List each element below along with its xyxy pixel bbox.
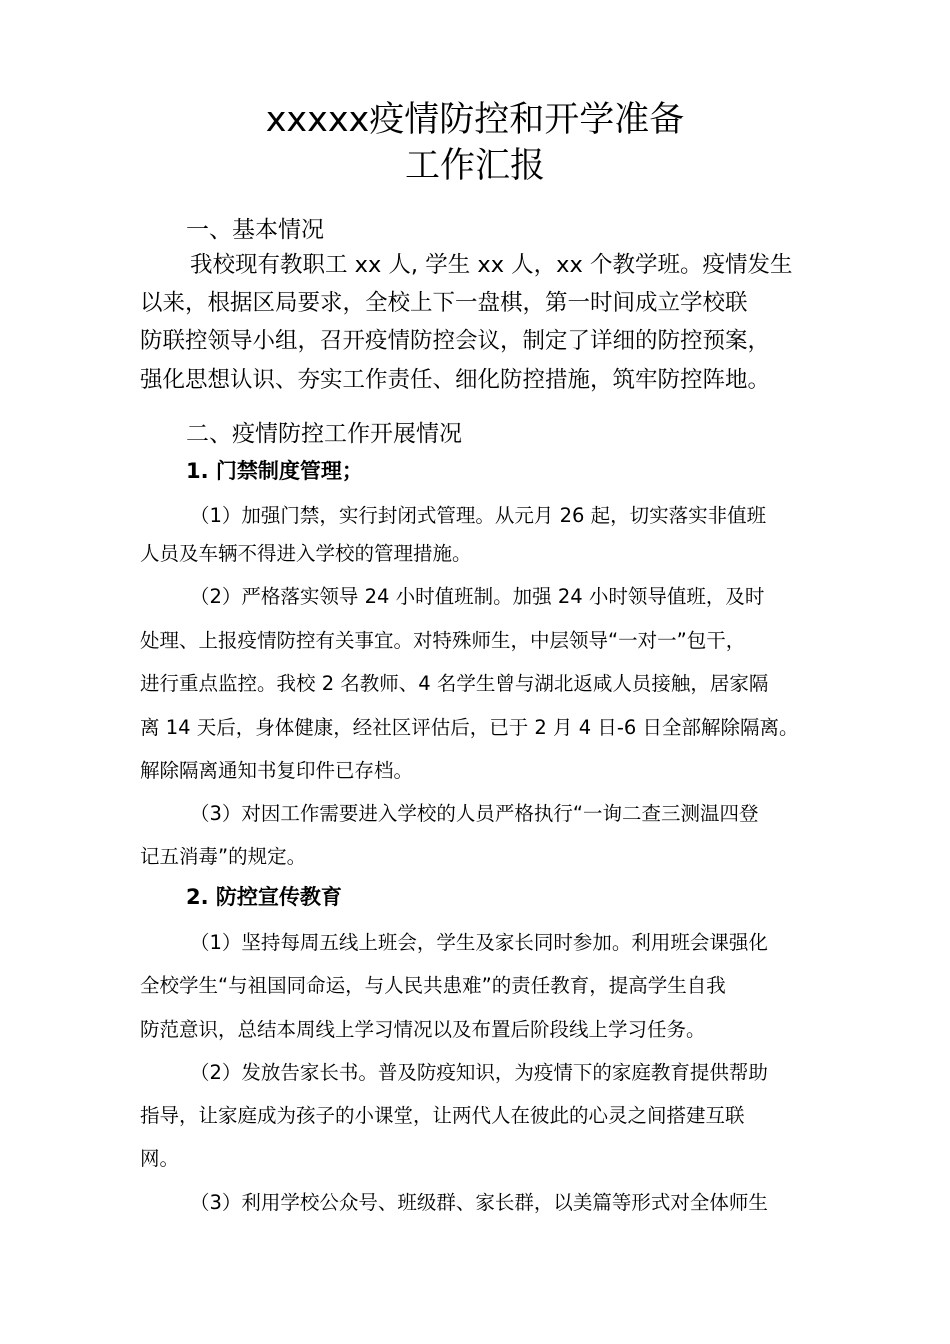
document-title-line-2: 工作汇报 [404, 146, 545, 186]
subsection-2-line: （2）发放告家长书。普及防疫知识，为疫情下的家庭教育提供帮助 [190, 1061, 768, 1084]
subsection-1-line: 记五消毒”的规定。 [140, 845, 307, 868]
subsection-2-heading: 2. 防控宣传教育 [186, 885, 342, 909]
subsection-2-line: （3）利用学校公众号、班级群、家长群，以美篇等形式对全体师生 [190, 1191, 768, 1214]
subsection-1-line: （1）加强门禁，实行封闭式管理。从元月 26 起，切实落实非值班 [190, 504, 767, 527]
subsection-1-line: （2）严格落实领导 24 小时值班制。加强 24 小时领导值班，及时 [190, 585, 765, 608]
subsection-2-line: 防范意识，总结本周线上学习情况以及布置后阶段线上学习任务。 [140, 1018, 706, 1041]
subsection-2-line: 指导，让家庭成为孩子的小课堂，让两代人在彼此的心灵之间搭建互联 [140, 1104, 745, 1127]
subsection-1-line: （3）对因工作需要进入学校的人员严格执行“一询二查三测温四登 [190, 802, 759, 825]
section-1-paragraph-line: 以来，根据区局要求，全校上下一盘棋，第一时间成立学校联 [140, 290, 748, 316]
section-1-heading: 一、基本情况 [186, 217, 324, 243]
section-2-heading: 二、疫情防控工作开展情况 [186, 421, 462, 447]
subsection-1-line: 进行重点监控。我校 2 名教师、4 名学生曾与湖北返咸人员接触，居家隔 [140, 672, 769, 695]
subsection-1-line: 解除隔离通知书复印件已存档。 [140, 759, 414, 782]
subsection-1-line: 离 14 天后，身体健康，经社区评估后，已于 2 月 4 日-6 日全部解除隔离。 [140, 716, 799, 739]
subsection-2-line: （1）坚持每周五线上班会，学生及家长同时参加。利用班会课强化 [190, 931, 768, 954]
document-title-line-1: xxxxx疫情防控和开学准备 [265, 100, 685, 140]
subsection-1-line: 人员及车辆不得进入学校的管理措施。 [140, 542, 472, 565]
subsection-1-heading: 1. 门禁制度管理； [186, 459, 363, 483]
subsection-2-line: 全校学生“与祖国同命运，与人民共患难”的责任教育，提高学生自我 [140, 974, 726, 997]
subsection-1-line: 处理、上报疫情防控有关事宜。对特殊师生，中层领导“一对一”包干， [140, 629, 746, 652]
section-1-paragraph-line: 强化思想认识、夯实工作责任、细化防控措施，筑牢防控阵地。 [140, 367, 771, 393]
section-1-paragraph-line: 防联控领导小组，召开疫情防控会议，制定了详细的防控预案， [140, 328, 771, 354]
section-1-paragraph-line: 我校现有教职工 xx 人, 学生 xx 人，xx 个教学班。疫情发生 [190, 252, 793, 278]
subsection-2-line: 网。 [140, 1147, 180, 1170]
